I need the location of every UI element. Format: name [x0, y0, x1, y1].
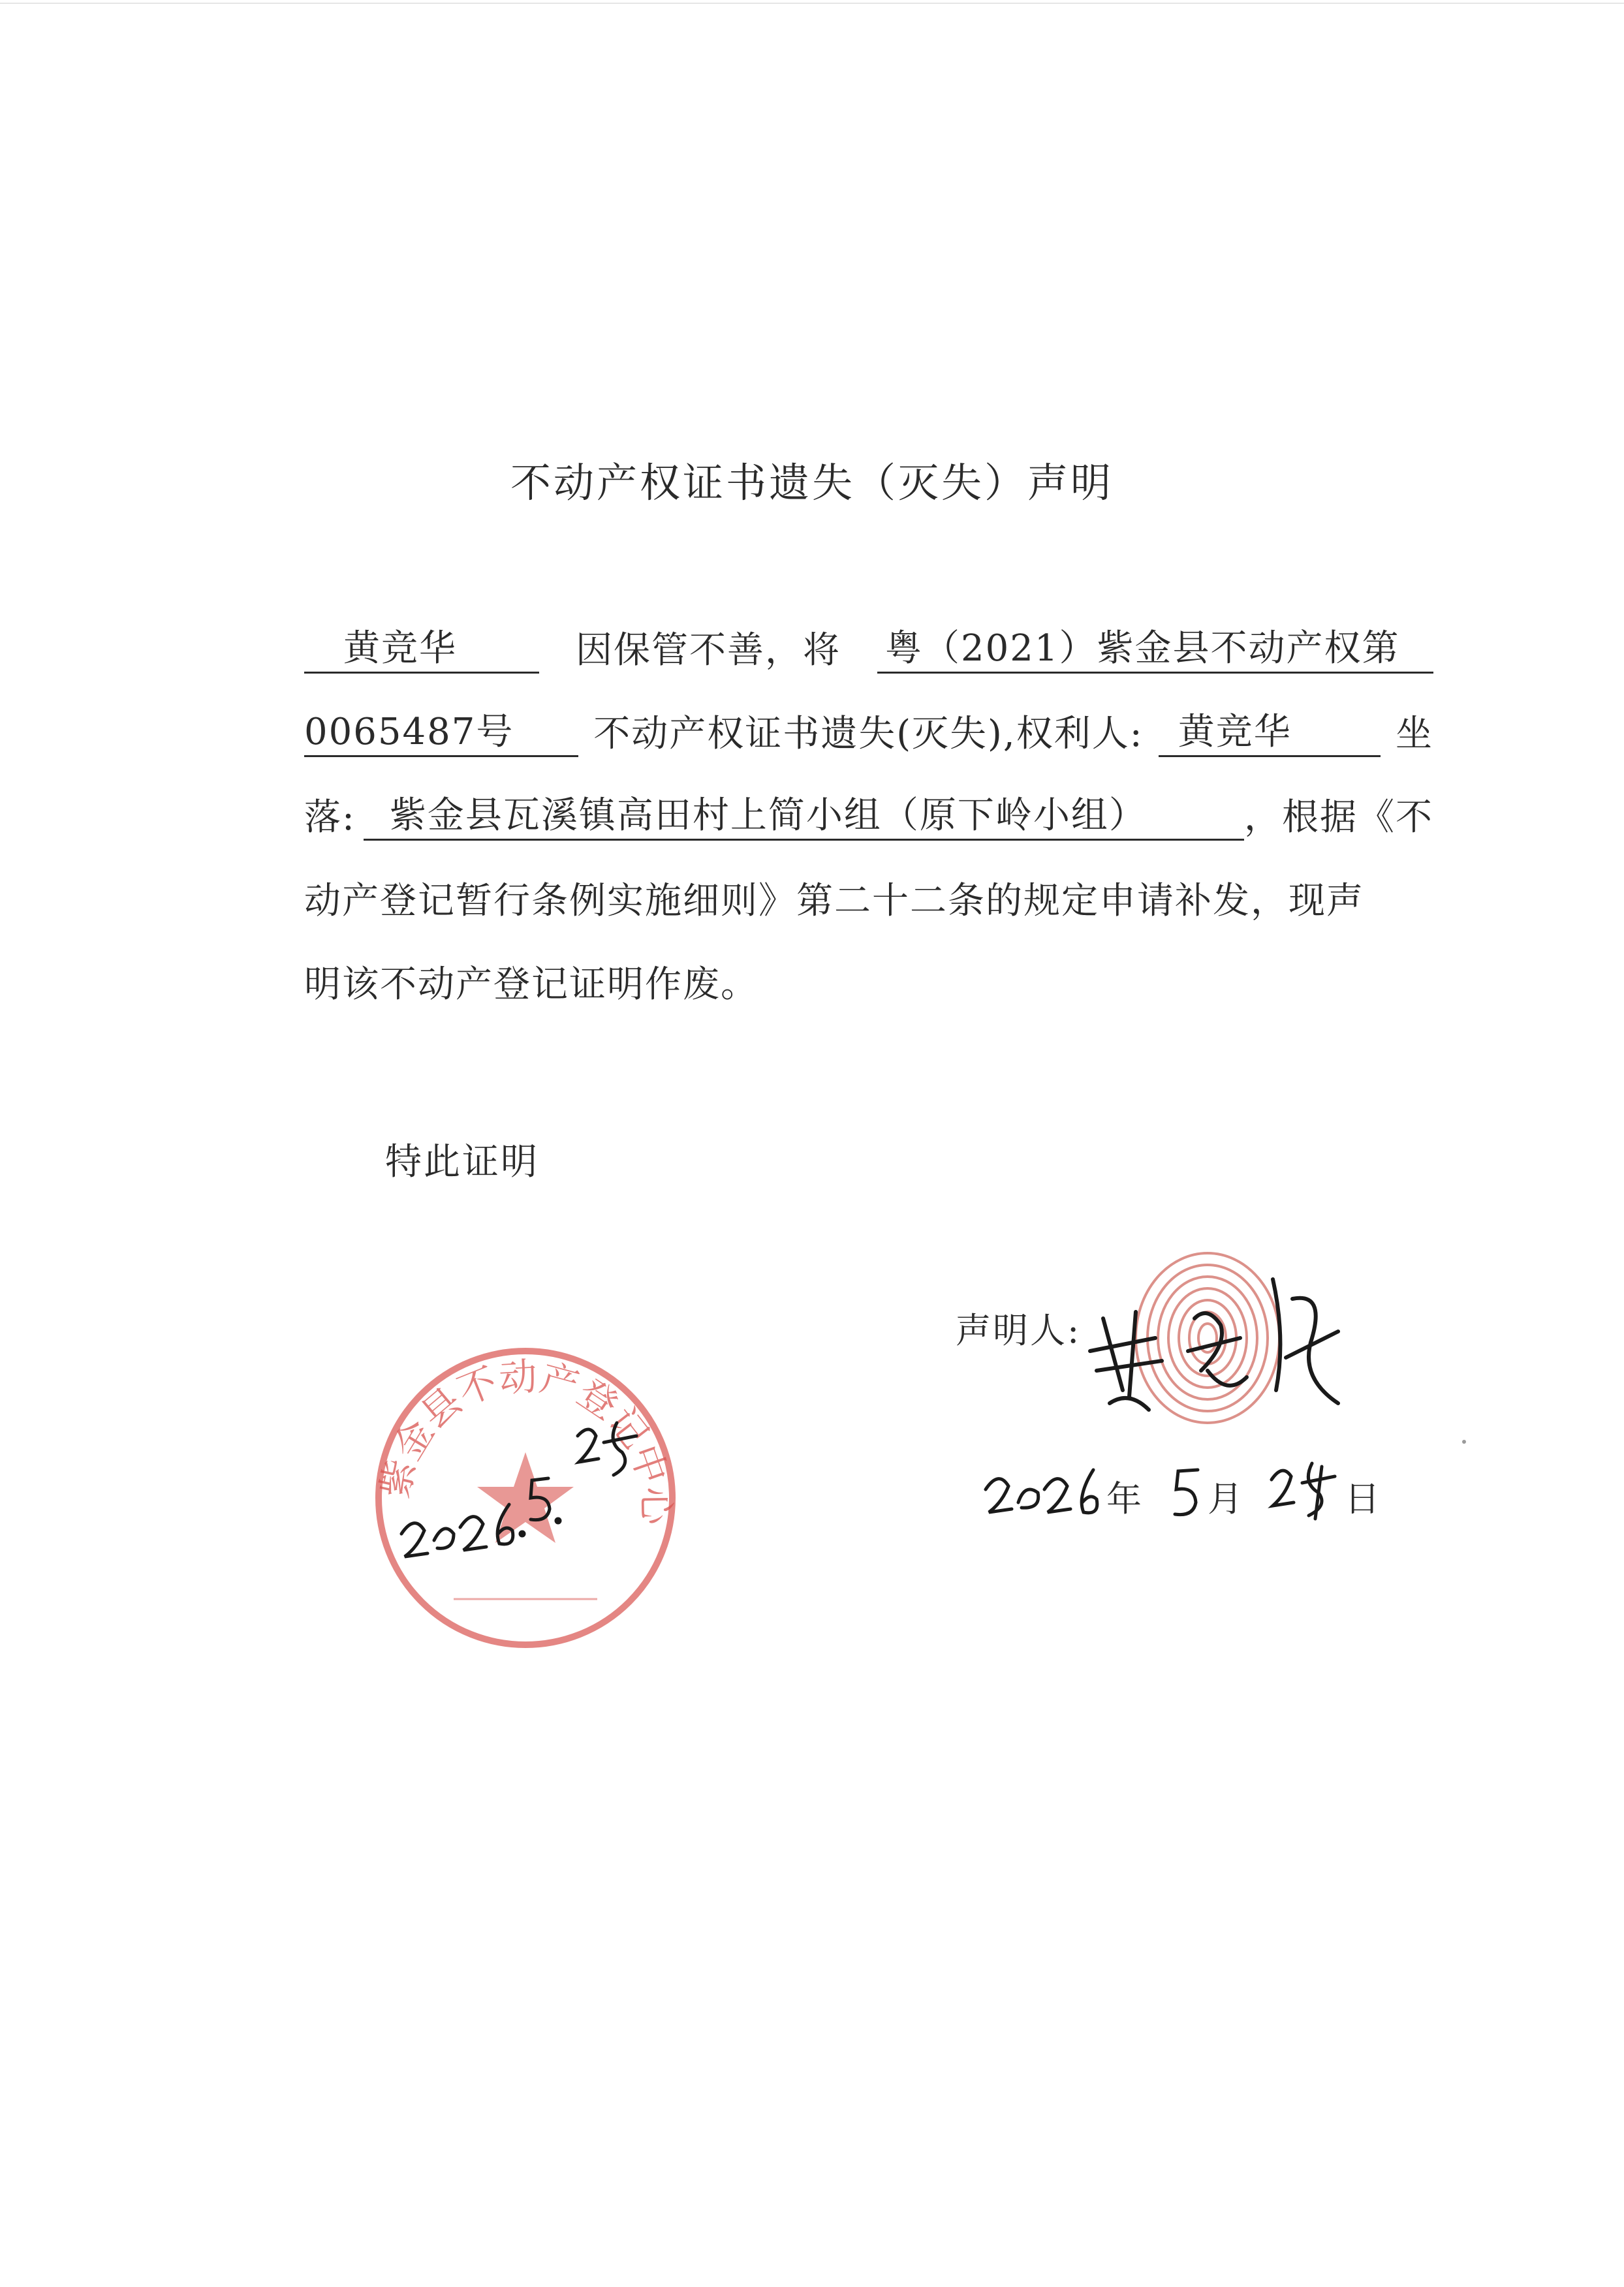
date-year-unit: 年: [1106, 1478, 1142, 1519]
lost-clause: 不动产权证书遗失(灭失),权利人:: [593, 713, 1144, 755]
handwritten-day-image: [1266, 1457, 1338, 1522]
scan-dot: [1462, 1440, 1466, 1444]
basis-clause-start: ，根据《不: [1244, 796, 1433, 839]
handwritten-year-image: [979, 1457, 1110, 1522]
closing-statement: 特此证明: [385, 1141, 539, 1183]
body-line-5: 明该不动产登记证明作废。: [304, 963, 758, 1006]
document-title: 不动产权证书遗失（灭失）声明: [510, 459, 1114, 506]
scan-edge-line: [0, 3, 1624, 4]
holder-name: 黄竞华: [1159, 711, 1381, 757]
official-seal-image: [362, 1338, 689, 1651]
date-month-unit: 月: [1208, 1478, 1243, 1519]
body-line-4: 动产登记暂行条例实施细则》第二十二条的规定申请补发，现声: [304, 880, 1364, 922]
property-location: 紫金县瓦溪镇高田村上简小组（原下岭小组）: [364, 795, 1244, 841]
certificate-number-part2: 0065487号: [304, 711, 578, 757]
reason-clause: 因保管不善，将: [576, 629, 841, 672]
signature-image: [1077, 1240, 1364, 1436]
certificate-number-part1: 粤（2021）紫金县不动产权第: [877, 628, 1433, 674]
seal-text: 紫金县不动产登记中心: [372, 1354, 679, 1525]
handwritten-month-image: [1168, 1463, 1208, 1522]
body-line-1: [304, 628, 1433, 674]
owner-name: 黄竞华: [304, 628, 539, 674]
date-day-unit: 日: [1345, 1478, 1380, 1519]
location-label-part2: 落:: [304, 796, 356, 839]
body-line-3: [304, 795, 1433, 841]
declarant-label: 声明人:: [956, 1310, 1082, 1351]
location-label-part1: 坐: [1395, 713, 1433, 755]
body-line-2: [304, 711, 1433, 757]
date-line: [979, 1457, 1397, 1529]
